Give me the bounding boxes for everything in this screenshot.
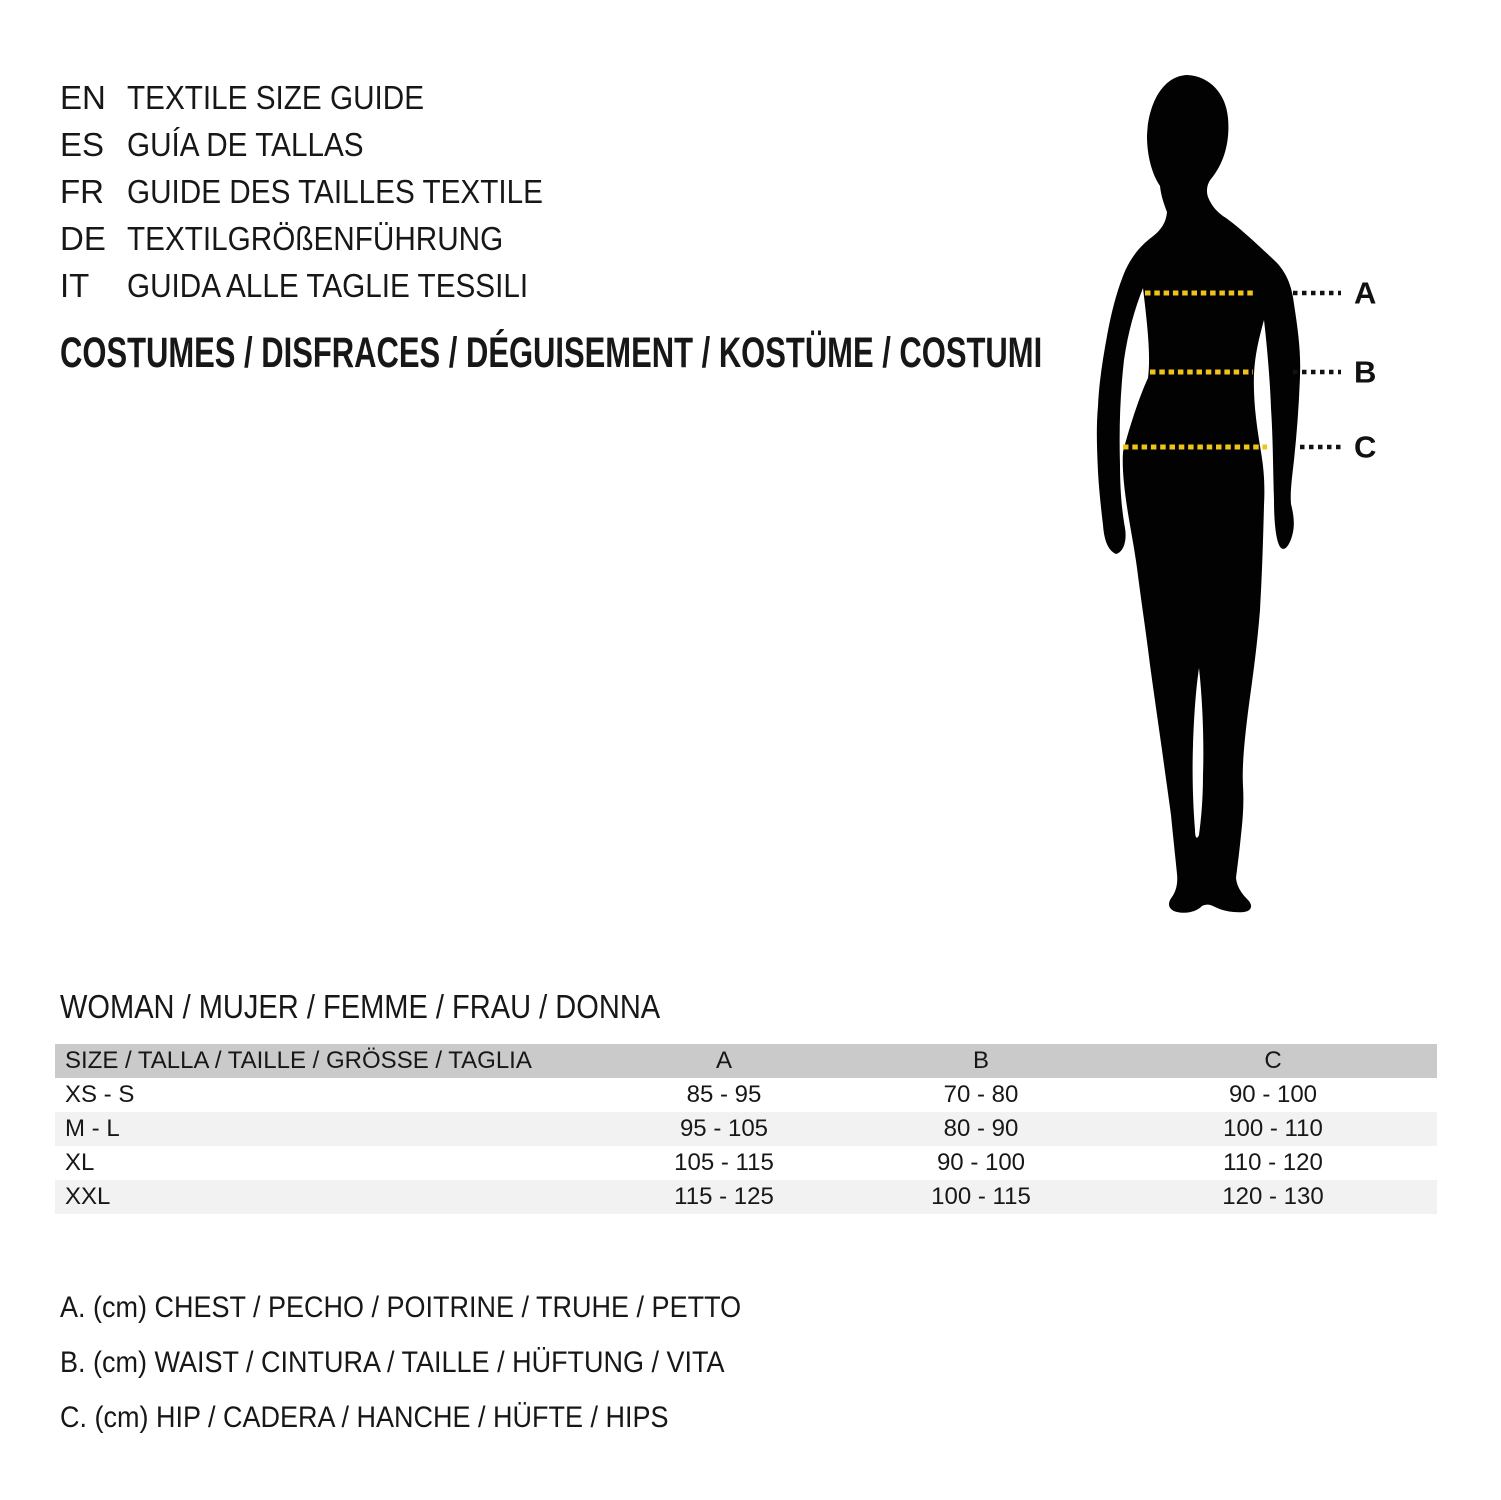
language-label: TEXTILE SIZE GUIDE [127,78,425,116]
language-code: EN [60,78,106,116]
chest-range-cell: 115 - 125 [595,1180,853,1214]
col-header-c: C [1109,1044,1437,1078]
table-row [55,1180,1437,1214]
language-code: IT [60,266,90,304]
woman-silhouette-figure [1060,60,1420,960]
measurement-legend [60,1280,817,1445]
hip-range-cell: 90 - 100 [1228,1081,1318,1108]
size-cell: XS - S [65,1081,135,1108]
language-row-it [60,262,589,309]
language-label: TEXTILGRÖßENFÜHRUNG [127,219,504,257]
legend-text: C. (cm) HIP / CADERA / HANCHE / HÜFTE / HIPS [60,1401,669,1434]
waist-range-cell: 100 - 115 [853,1180,1109,1214]
language-row-en [60,74,589,121]
size-cell: M - L [55,1112,595,1146]
size-cell: XL [65,1149,95,1176]
hip-range-cell: 110 - 120 [1223,1149,1323,1176]
language-label: GUIDE DES TAILLES TEXTILE [127,172,543,210]
waist-range-cell: 90 - 100 [936,1149,1026,1176]
section-heading-woman: WOMAN / MUJER / FEMME / FRAU / DONNA [60,988,661,1025]
language-code: FR [60,172,104,210]
language-list [60,74,589,309]
language-label: GUIDA ALLE TAGLIE TESSILI [127,266,529,304]
waist-range-cell: 80 - 90 [853,1112,1109,1146]
language-code: ES [60,125,105,163]
hip-range-cell: 100 - 110 [1109,1112,1437,1146]
measurement-figure [1060,60,1420,960]
size-table-header-row [55,1044,1437,1078]
waist-range-cell: 70 - 80 [943,1081,1019,1108]
category-headline: COSTUMES / DISFRACES / DÉGUISEMENT / KOSTÜME / COSTUMI [60,329,1043,377]
legend-text: B. (cm) WAIST / CINTURA / TAILLE / HÜFTUNG / VITA [60,1346,725,1379]
waist-label: B [1354,354,1377,390]
language-label: GUÍA DE TALLAS [127,125,364,163]
chest-range-cell: 95 - 105 [595,1112,853,1146]
language-row-es [60,121,589,168]
legend-line-waist [60,1335,817,1390]
language-row-de [60,215,589,262]
col-header-b: B [853,1044,1109,1078]
hip-range-cell: 120 - 130 [1109,1180,1437,1214]
chest-label: A [1354,275,1377,311]
table-row [55,1146,1437,1180]
size-table [55,1044,1437,1214]
legend-text: A. (cm) CHEST / PECHO / POITRINE / TRUHE / PETTO [60,1291,742,1324]
language-row-fr [60,168,589,215]
table-row [55,1078,1437,1112]
hip-label: C [1354,429,1377,465]
language-code: DE [60,219,106,257]
chest-range-cell: 105 - 115 [674,1149,774,1176]
table-row [55,1112,1437,1146]
size-cell: XXL [55,1180,595,1214]
size-column-header: SIZE / TALLA / TAILLE / GRÖSSE / TAGLIA [55,1044,595,1078]
col-header-a: A [595,1044,853,1078]
chest-range-cell: 85 - 95 [686,1081,762,1108]
legend-line-chest [60,1280,817,1335]
legend-line-hip [60,1390,817,1445]
